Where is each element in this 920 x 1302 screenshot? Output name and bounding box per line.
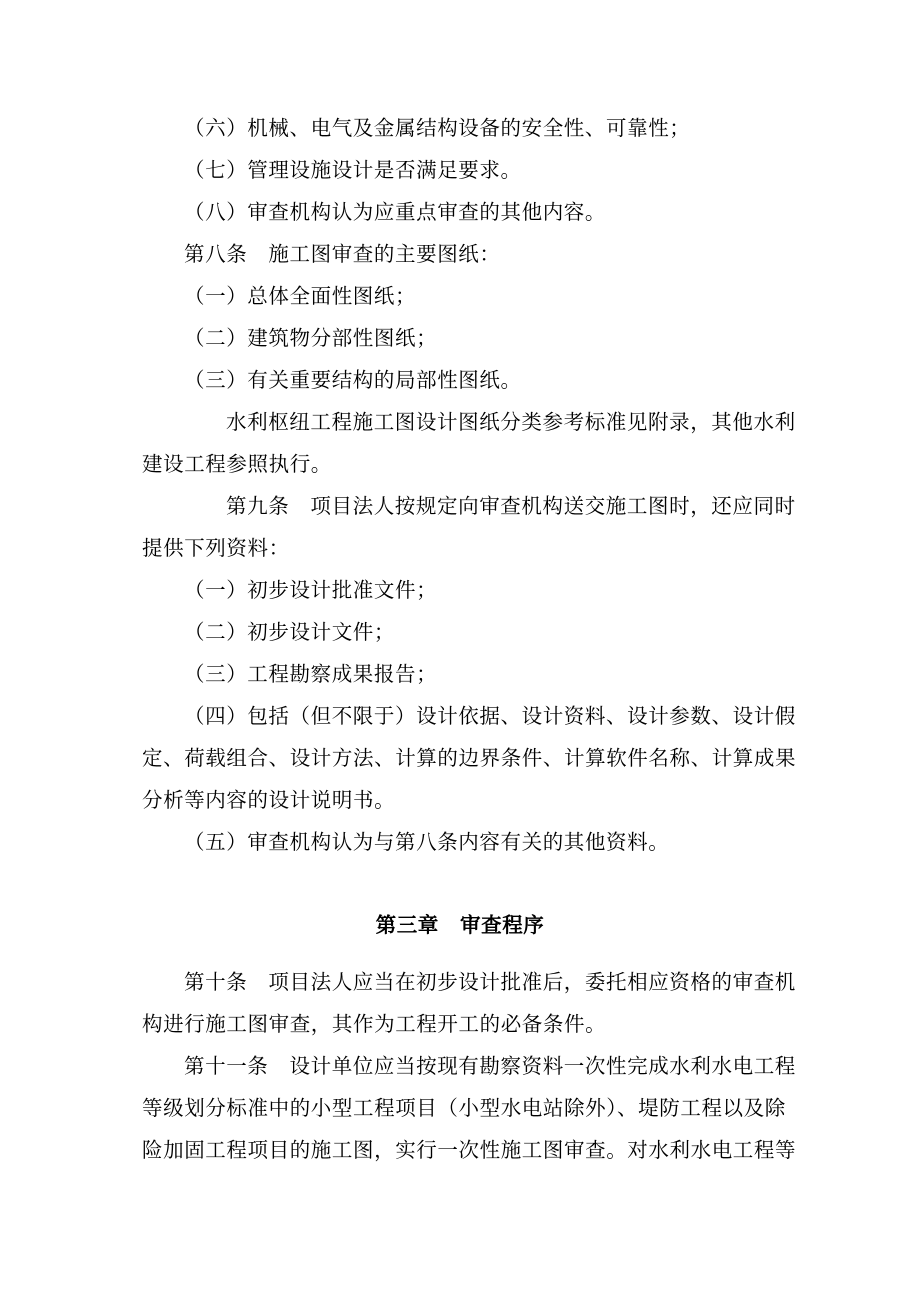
article-9-item-1: （一）初步设计批准文件； — [184, 578, 438, 602]
appendix-note-line-1: 水利枢纽工程施工图设计图纸分类参考标准见附录，其他水利 — [226, 410, 796, 434]
article-9-item-4-line-2: 定、荷载组合、设计方法、计算的边界条件、计算软件名称、计算成果 — [142, 746, 797, 770]
article-8-item-1: （一）总体全面性图纸； — [184, 284, 417, 308]
chapter-heading: 第三章 审查程序 — [375, 913, 545, 937]
article-9-item-4-line-1: （四）包括（但不限于）设计依据、设计资料、设计参数、设计假 — [184, 704, 796, 728]
article-10-line-1: 第十条 项目法人应当在初步设计批准后，委托相应资格的审查机 — [184, 970, 796, 994]
article-8-item-2: （二）建筑物分部性图纸； — [184, 326, 438, 350]
appendix-note-line-2: 建设工程参照执行。 — [142, 452, 332, 476]
article-9-line-2: 提供下列资料： — [142, 536, 290, 560]
list-item-8-other: （八）审查机构认为应重点审查的其他内容。 — [184, 200, 606, 224]
article-9-line-1: 第九条 项目法人按规定向审查机构送交施工图时，还应同时 — [226, 494, 796, 518]
list-item-7-management: （七）管理设施设计是否满足要求。 — [184, 158, 522, 182]
article-9-item-2: （二）初步设计文件； — [184, 620, 395, 644]
article-9-item-4-line-3: 分析等内容的设计说明书。 — [142, 788, 396, 812]
article-9-item-3: （三）工程勘察成果报告； — [184, 662, 438, 686]
article-11-line-3: 险加固工程项目的施工图，实行一次性施工图审查。对水利水电工程等 — [142, 1138, 797, 1162]
article-8-heading: 第八条 施工图审查的主要图纸： — [184, 242, 501, 266]
article-9-item-5: （五）审查机构认为与第八条内容有关的其他资料。 — [184, 830, 670, 854]
article-8-item-3: （三）有关重要结构的局部性图纸。 — [184, 368, 522, 392]
article-11-line-2: 等级划分标准中的小型工程项目（小型水电站除外）、堤防工程以及除 — [142, 1096, 786, 1120]
list-item-6-safety: （六）机械、电气及金属结构设备的安全性、可靠性； — [184, 116, 691, 140]
article-10-line-2: 构进行施工图审查，其作为工程开工的必备条件。 — [142, 1012, 607, 1036]
article-11-line-1: 第十一条 设计单位应当按现有勘察资料一次性完成水利水电工程 — [184, 1054, 796, 1078]
